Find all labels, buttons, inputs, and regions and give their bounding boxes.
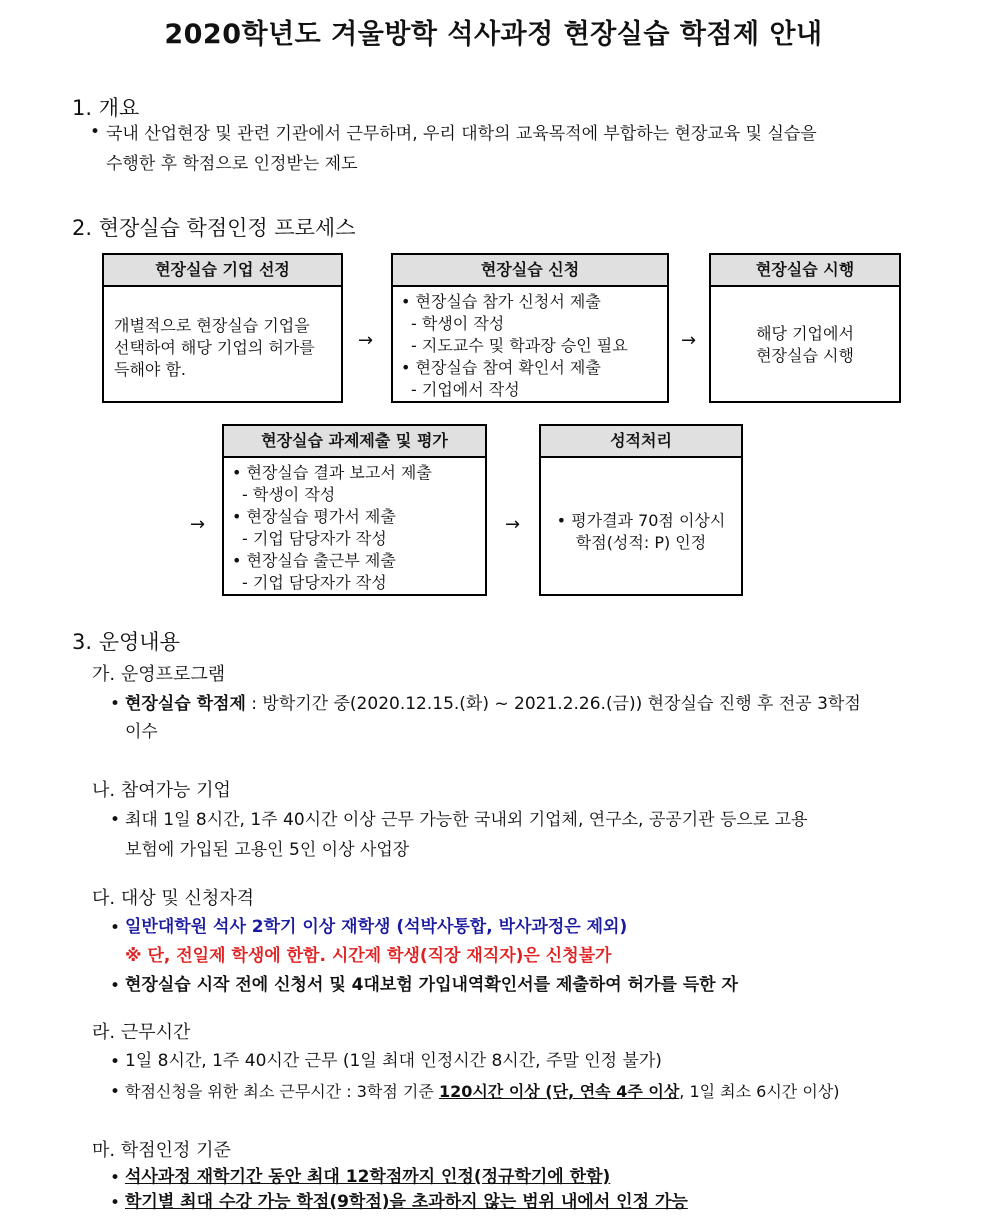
bullet-dot: •	[110, 694, 121, 714]
page-title: 2020학년도 겨울방학 석사과정 현장실습 학점제 안내	[164, 19, 823, 50]
min-hours-emphasis: 120시간 이상 (단, 연속 4주 이상	[438, 1082, 680, 1101]
process-box-execution	[709, 253, 901, 403]
section-operation-heading: 3. 운영내용	[72, 630, 180, 654]
operation-program-line-2: 이수	[125, 722, 158, 742]
bullet-dot: •	[110, 1082, 121, 1102]
process-box-submission-evaluation	[222, 424, 487, 596]
process-box-text: 선택하여 해당 기업의 허가를	[114, 338, 315, 357]
process-box-text: • 평가결과 70점 이상시	[556, 511, 726, 530]
bullet-dot: •	[110, 810, 121, 830]
overview-line-1: 국내 산업현장 및 관련 기관에서 근무하며, 우리 대학의 교육목적에 부합하는 현장교육 및 실습을	[106, 124, 817, 144]
min-hours-prefix: 학점신청을 위한 최소 근무시간 : 3학점 기준	[125, 1082, 439, 1101]
eligible-company-line-2: 보험에 가입된 고용인 5인 이상 사업장	[125, 840, 410, 860]
process-box-text: 개별적으로 현장실습 기업을	[114, 316, 310, 335]
process-box-text: - 기업 담당자가 작성	[242, 573, 387, 592]
section-process-heading: 2. 현장실습 학점인정 프로세스	[72, 216, 356, 240]
operation-program-label: 가. 운영프로그램	[92, 664, 226, 685]
min-hours-suffix: , 1일 최소 6시간 이상)	[679, 1082, 840, 1101]
process-box-title: 성적처리	[541, 426, 741, 458]
process-box-text: 해당 기업에서	[756, 324, 854, 343]
process-box-text: 득해야 함.	[114, 360, 186, 379]
section-overview-heading: 1. 개요	[72, 96, 140, 120]
process-box-title: 현장실습 과제제출 및 평가	[224, 426, 485, 458]
process-box-text: - 학생이 작성	[242, 485, 336, 504]
process-box-text: • 현장실습 참가 신청서 제출	[401, 292, 601, 311]
process-box-text: • 현장실습 참여 확인서 제출	[401, 358, 601, 377]
credit-criteria-line-2: 학기별 최대 수강 가능 학점(9학점)을 초과하지 않는 범위 내에서 인정 가능	[125, 1192, 688, 1212]
process-box-text: - 학생이 작성	[411, 314, 505, 333]
process-box-text: • 현장실습 결과 보고서 제출	[232, 463, 432, 482]
bullet-dot: •	[110, 1052, 121, 1072]
credit-criteria-line-1: 석사과정 재학기간 동안 최대 12학점까지 인정(정규학기에 한함)	[125, 1167, 611, 1187]
process-box-text: • 현장실습 출근부 제출	[232, 551, 396, 570]
eligibility-label: 다. 대상 및 신청자격	[92, 888, 254, 909]
eligible-company-line-1: 최대 1일 8시간, 1주 40시간 이상 근무 가능한 국내외 기업체, 연구소, 공공기관 등으로 고용	[125, 810, 808, 830]
working-hours-line-2	[125, 1075, 840, 1108]
operation-program-line-1	[125, 688, 861, 721]
process-box-application	[391, 253, 669, 403]
bullet-dot: •	[90, 122, 101, 142]
process-box-text: - 기업 담당자가 작성	[242, 529, 387, 548]
process-box-title: 현장실습 신청	[393, 255, 667, 287]
bullet-dot: •	[110, 918, 121, 938]
overview-line-2: 수행한 후 학점으로 인정받는 제도	[106, 154, 358, 174]
process-box-text: 현장실습 시행	[756, 346, 854, 365]
process-arrow: →	[190, 514, 206, 535]
process-box-title: 현장실습 시행	[711, 255, 899, 287]
program-detail: : 방학기간 중(2020.12.15.(화) ~ 2021.2.26.(금)) 현장실습 진행 후 전공 3학점	[245, 694, 861, 714]
process-arrow: →	[358, 330, 374, 351]
working-hours-label: 라. 근무시간	[92, 1022, 191, 1043]
eligibility-bold-line: 현장실습 시작 전에 신청서 및 4대보험 가입내역확인서를 제출하여 허가를 득한 자	[125, 975, 738, 995]
process-box-text: - 지도교수 및 학과장 승인 필요	[411, 336, 628, 355]
process-box-grading	[539, 424, 743, 596]
process-arrow: →	[681, 330, 697, 351]
process-box-text: 학점(성적: P) 인정	[575, 533, 707, 552]
process-box-text: • 현장실습 평가서 제출	[232, 507, 396, 526]
process-arrow: →	[505, 514, 521, 535]
eligibility-note-red: ※ 단, 전일제 학생에 한함. 시간제 학생(직장 재직자)은 신청불가	[125, 946, 612, 966]
process-box-title: 현장실습 기업 선정	[104, 255, 341, 287]
bullet-dot: •	[110, 1193, 121, 1213]
program-name: 현장실습 학점제	[125, 694, 246, 714]
eligibility-blue-line: 일반대학원 석사 2학기 이상 재학생 (석박사통합, 박사과정은 제외)	[125, 917, 628, 937]
process-box-text: - 기업에서 작성	[411, 380, 520, 399]
process-box-company-selection	[102, 253, 343, 403]
bullet-dot: •	[110, 976, 121, 996]
eligible-company-label: 나. 참여가능 기업	[92, 780, 231, 801]
credit-criteria-label: 마. 학점인정 기준	[92, 1140, 231, 1161]
working-hours-line-1: 1일 8시간, 1주 40시간 근무 (1일 최대 인정시간 8시간, 주말 인정 불가)	[125, 1051, 662, 1071]
bullet-dot: •	[110, 1168, 121, 1188]
